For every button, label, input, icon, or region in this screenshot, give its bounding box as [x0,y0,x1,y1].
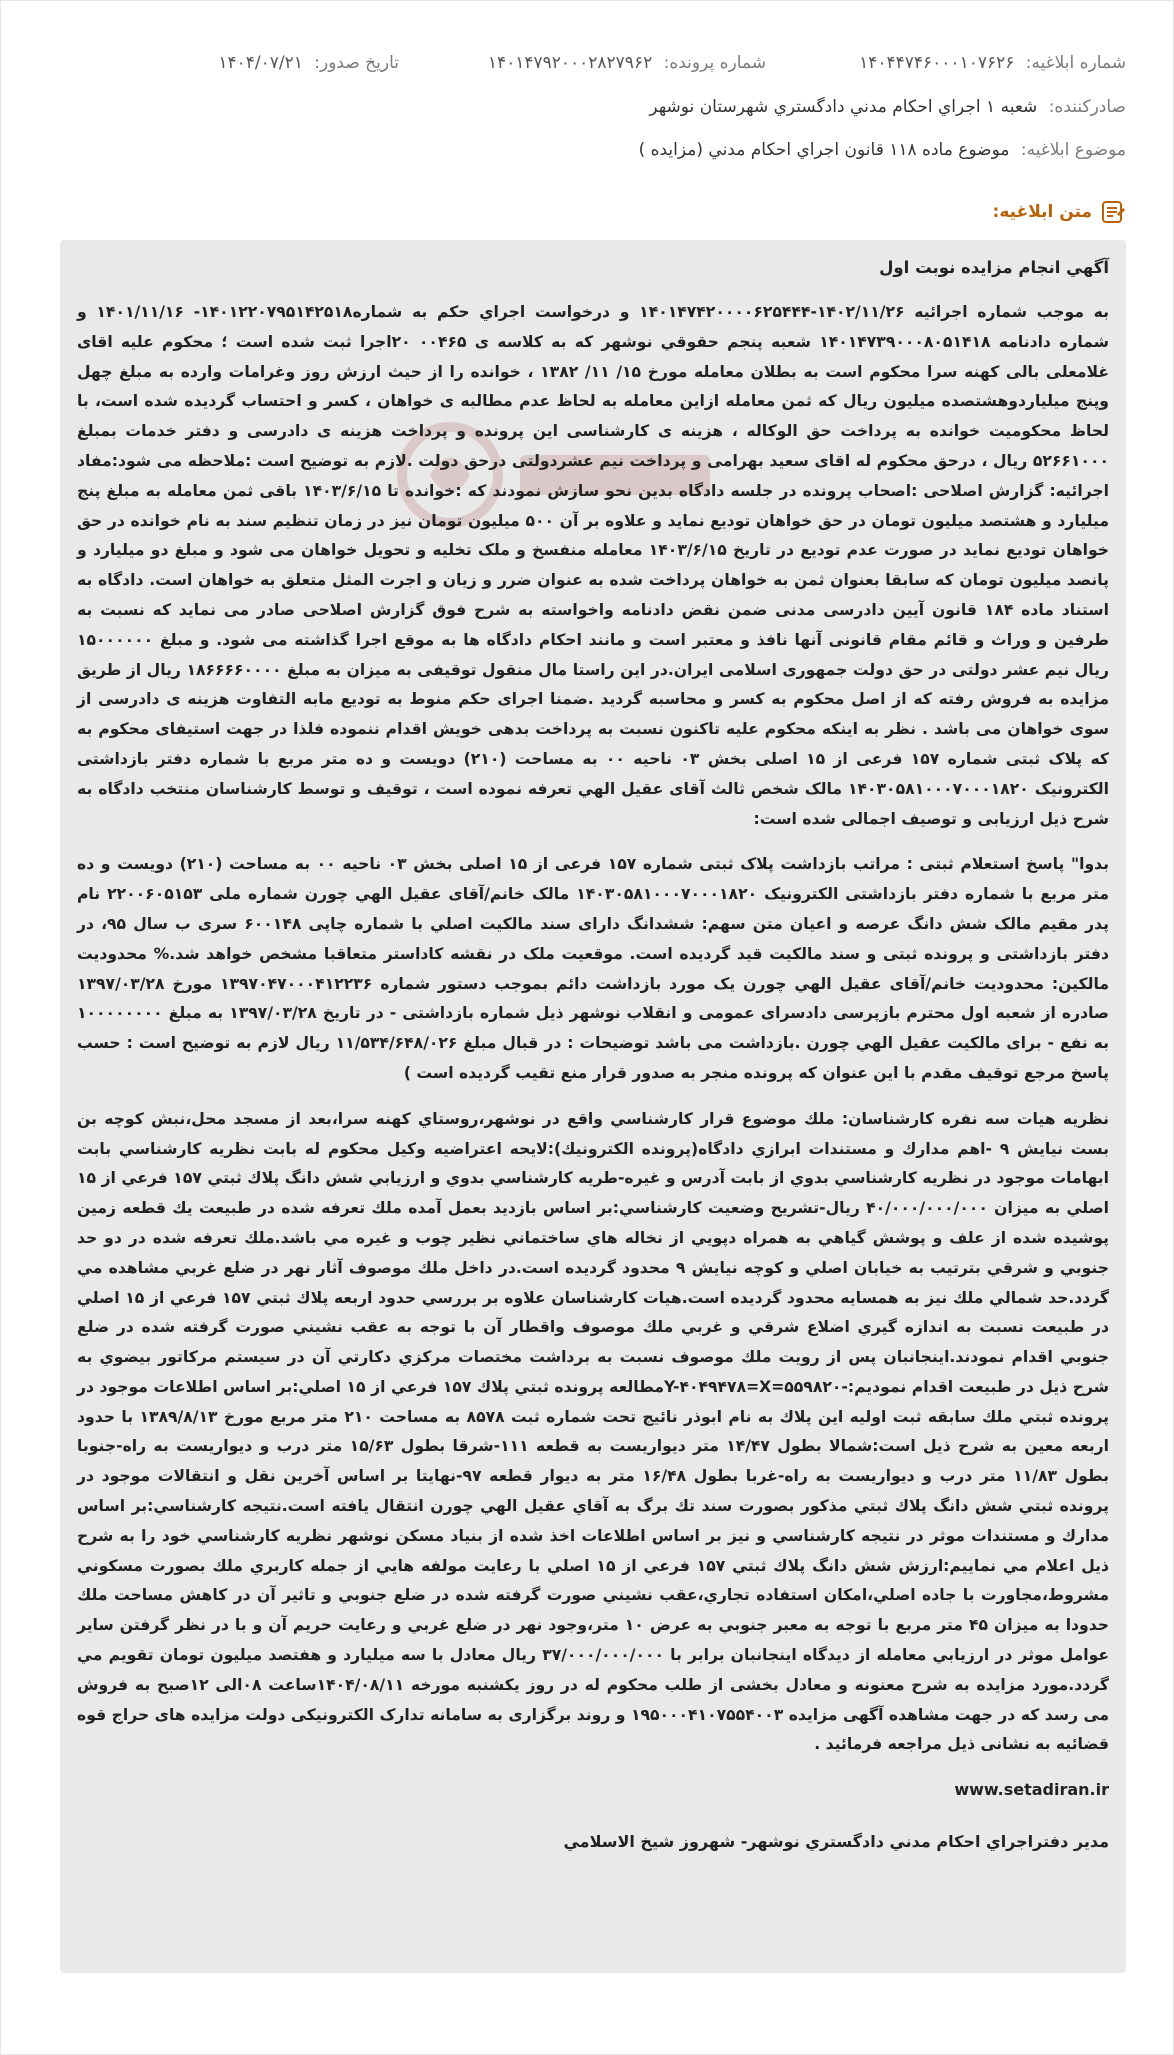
subject-row [639,140,1126,160]
issue-date-label: تاريخ صدور: [314,53,399,73]
case-number [488,53,766,73]
notice-content-box [60,240,1126,1973]
case-number-label: شماره پرونده: [663,53,766,73]
issue-date-value: ۱۴۰۴/۰۷/۲۱ [218,53,303,73]
subject-value: موضوع ماده ۱۱۸ قانون اجراي احکام مدني (مزايده ) [638,140,1010,160]
paragraph-execution-details: به موجب شماره اجرائيه ۱۴۰۲/۱۱/۲۶-۱۴۰۱۴۷۴۲۰۰۰۰۶۲۵۴۴۴ و درخواست اجراي حکم به شماره۱۴۰۱۲۲۰۷۹۵۱۴۲۵۱۸- ۱۴۰۱/۱۱/۱۶ و شماره دادنامه ۱۴۰۱۴۷۳۹۰۰۰۸۰۵۱۴۱۸ شعبه پنجم حقوقي نوشهر که به کلاسه ی ۰۰۴۶۵ ۲۰اجرا ثبت شده است ؛ محکوم علیه اقای غلامعلی بالی کهنه سرا محکوم است به بطلان معامله مورخ ۱۵/ ۱۱/ ۱۳۸۲ ، خوانده را از حیث ارزش روز وغرامات وارده به مبلغ چهل وپنج میلیاردوهشتصده میلیون ریال که ثمن معامله ازاین معامله به لحاظ عدم مطالبه ی خواهان ، کسر و احتساب گردیده شده است، با لحاظ محکومیت خوانده به پرداخت حق الوکاله ، هزینه ی کارشناسی این پرونده و پرداخت هزینه ی دادرسی و دفتر خدمات بمبلغ ۵۲۶۶۱۰۰۰ ریال ، درحق محکوم له اقای سعید بهرامی و پرداخت نیم عشردولتی درحق دولت .لازم به توضیح است :ملاحظه می شود:مفاد اجرائیه: گزارش اصلاحی :اصحاب پرونده در جلسه دادگاه بدین نحو سازش نمودند که :خوانده تا ۱۴۰۳/۶/۱۵ باقی ثمن معامله به مبلغ پنج میلیارد و هشتصد میلیون تومان در حق خواهان توديع نمايد و علاوه بر آن ۵۰۰ ميليون تومان نيز در زمان تنظيم سند به نام خوانده در حق خواهان توديع نمايد در صورت عدم توديع در تاريخ ۱۴۰۳/۶/۱۵ معامله منفسخ و ملک تخليه و تحويل خواهان می شود و مبلغ دو ميليارد و پانصد ميليون تومان که سابقا بعنوان ثمن به خواهان پرداخت شده به عنوان ضرر و زيان و اجرت المثل متعلق به خواهان است. دادگاه به استناد ماده ۱۸۴ قانون آيين دادرسی مدنی ضمن نقض دادنامه واخواسته به شرح فوق گزارش اصلاحی صادر می نمايد که نسبت به طرفين و وراث و قائم مقام قانونی آنها نافذ و معتبر است و مانند احکام دادگاه ها به موقع اجرا گذاشته می شود. و مبلغ ۱۵۰۰۰۰۰۰ ریال نیم عشر دولتی در حق دولت جمهوری اسلامی ایران.در این راستا مال منقول توقیفی به میزان به مبلغ ۱۸۶۶۶۶۰۰۰۰ ریال از طریق مزایده به فروش رفته که از اصل محکوم به کسر و محاسبه گردید .ضمنا اجرای حکم منوط به توديع مابه التفاوت هزينه ی دادرسی از سوی خواهان می باشد . نظر به اينکه محکوم عليه تاکنون نسبت به پرداخت بدهی خويش اقدام ننموده فلذا در جهت استيفای محکوم به که پلاک ثبتی شماره ۱۵۷ فرعی از ۱۵ اصلی بخش ۰۳ ناحيه ۰۰ به مساحت (۲۱۰) دويست و ده متر مربع با شماره دفتر بازداشتی الکترونيک ۱۴۰۳۰۵۸۱۰۰۰۷۰۰۰۱۸۲۰ مالک شخص ثالث آقای عقيل الهي تعرفه نموده است ، توقيف و توسط کارشناسان منتخب دادگاه به شرح ذيل ارزيابی و توصيف اجمالی شده است: [77,303,1110,828]
issuer-row [649,97,1126,117]
notice-number-label: شماره ابلاغيه: [1025,53,1126,73]
notice-meta-row [48,53,1126,83]
notice-number-value: ۱۴۰۴۴۷۴۶۰۰۰۱۰۷۶۲۶ [859,53,1015,73]
paragraph-registry-response: بدوا" پاسخ استعلام ثبتی : مراتب بازداشت پلاک ثبتی شماره ۱۵۷ فرعی از ۱۵ اصلی بخش ۰۳ ناحیه ۰۰ به مساحت (۲۱۰) دویست و ده متر مربع با شماره دفتر بازداشتی الکترونیک ۱۴۰۳۰۵۸۱۰۰۰۷۰۰۰۱۸۲۰ مالک خانم/آقای عقیل الهي چورن شماره ملی ۲۲۰۰۶۰۵۱۵۳ نام پدر مقیم مالک شش دانگ عرصه و اعیان متن سهم: ششدانگ دارای سند مالکیت اصلي با شماره چاپی ۶۰۰۱۴۸ سری ب سال ۹۵، در دفتر بازداشتی و پرونده ثبتی و سند مالکیت قید گردیده است. موقعیت ملک در نقشه کاداستر متعاقبا مشخص خواهد شد.% محدودیت مالکین: محدودیت خانم/آقای عقیل الهي چورن یک مورد بازداشت دائم بموجب دستور شماره ۱۳۹۷۰۴۷۰۰۰۴۱۲۲۳۶ مورخ ۱۳۹۷/۰۳/۲۸ صادره از شعبه اول محترم بازپرسی دادسرای عمومی و انقلاب نوشهر ذیل شماره بازداشتی - در تاریخ ۱۳۹۷/۰۳/۲۸ به مبلغ ۱۰۰۰۰۰۰۰۰ به نفع - برای مالکیت عقیل الهي چورن .بازداشت می باشد توضیحات : در قبال مبلغ ۱۱/۵۳۴/۶۴۸/۰۲۶ ریال لازم به توضیح است : حسب پاسخ مرجع توقیف مقدم با این عنوان که پرونده منجر به صدور قرار منع تقیب گردیده است ) [77,855,1110,1082]
issuer-value: شعبه ۱ اجراي احکام مدني دادگستري شهرستان نوشهر [649,97,1038,117]
notice-text-heading-label: متن ابلاغيه: [992,202,1092,222]
paragraph-expert-opinion: نظريه هيات سه نفره کارشناسان: ملك موضوع قرار كارشناسي واقع در نوشهر،روستاي كهنه سرا،بعد از مسجد محل،نبش كوچه بن بست نيايش ۹ -اهم مدارك و مستندات ابرازي دادگاه(پرونده الكترونيك):لايحه اعتراضيه وكيل محكوم له بابت نظريه كارشناسي بابت ابهامات موجود در نظريه كارشناسي بدوي از بابت آدرس و غيره-طريه كارشناسي بدوي و ارزيابي شش دانگ پلاك ثبتي ۱۵۷ فرعي از ۱۵ اصلي به ميزان ۴۰/۰۰۰/۰۰۰/۰۰۰ ريال-تشريح وضعيت كارشناسي:بر اساس بازديد بعمل آمده ملك تعرفه شده در طبيعت يك قطعه زمين پوشيده شده از علف و پوشش گياهي به همراه دپويي از نخاله هاي ساختماني نظير چوب و غيره مي باشد.ملك تعرفه شده در دو حد جنوبي و شرقي بترتيب به خيابان اصلي و كوچه نيايش ۹ محدود گرديده است.در داخل ملك موصوف آثار نهر در ضلع غربي مشاهده مي گردد.حد شمالي ملك نيز به همسايه محدود گرديده است.هيات كارشناسان علاوه بر بررسي حدود اربعه پلاك ثبتي ۱۵۷ فرعي از ۱۵ اصلي در طبيعت نسبت به اندازه گيري اضلاع شرقي و غربي ملك موصوف واقطار آن با توجه به عقب نشيني صورت گرفته شده در ضلع جنوبي اقدام نمودند.اينجانبان پس از رويت ملك موصوف نسبت به برداشت مختصات مركزي دكارتي آن در سيستم مركاتور بيضوي به شرح ذيل در طبيعت اقدام نموديم:-۵۵۹۸۲۰=Y-۴۰۴۹۴۷۸=Xمطالعه پرونده ثبتي پلاك ۱۵۷ فرعي از ۱۵ اصلي:بر اساس اطلاعات موجود در پرونده ثبتي ملك سابقه ثبت اوليه اين پلاك به نام ابوذر نائيج تحت شماره ثبت ۸۵۷۸ به مساحت ۲۱۰ متر مربع مورخ ۱۳۸۹/۸/۱۳ با حدود اربعه معين به شرح ذيل است:شمالا بطول ۱۴/۴۷ متر ديواريست به قطعه ۱۱۱-شرقا بطول ۱۵/۶۳ متر درب و ديواريست به راه-جنوبا بطول ۱۱/۸۳ متر درب و ديواريست به راه-غربا بطول ۱۶/۴۸ متر به ديوار قطعه ۹۷-نهايتا بر اساس آخرين نقل و انتقالات موجود در پرونده ثبتي شش دانگ پلاك ثبتي مذكور بصورت سند تك برگ به آقاي عقيل الهي چورن انتقال يافته است.نتيجه كارشناسي:بر اساس مدارك و مستندات موثر در نتيجه كارشناسي و نيز بر اساس اطلاعات اخذ شده از بنياد مسكن نوشهر نظريه كارشناسي خود را به شرح ذيل اعلام مي نماييم:ارزش شش دانگ پلاك ثبتي ۱۵۷ فرعي از ۱۵ اصلي با رعايت مولفه هايي از جمله كاربري ملك بصورت مسكوني مشروط،مجاورت با جاده اصلي،امكان استفاده تجاري،عقب نشيني صورت گرفته شده در ضلع جنوبي و تاثير آن در كاهش مساحت ملك حدودا به ميزان ۴۵ متر مربع با توجه به معبر جنوبي به عرض ۱۰ متر،وجود نهر در ضلع غربي و رعايت حريم آن و با در نظر گرفتن ساير عوامل موثر در ارزيابي معامله از ديدگاه اينجانبان برابر با ۳۷/۰۰۰/۰۰۰/۰۰۰ ريال معادل با سه ميليارد و هفتصد ميليون تومان تقويم مي گردد.مورد مزايده به شرح معنونه و معادل بخشى از طلب محكوم له در روز يكشنبه مورخه ۱۴۰۴/۰۸/۱۱ساعت ۰۸الی ۱۲صبح به فروش می رسد که در جهت مشاهده آگهی مزايده ۱۹۵۰۰۰۴۱۰۷۵۵۴۰۰۳ و روند برگزاری به سامانه تدارک الکترونيکی دولت مزايده های حراج قوه قضائيه به نشانی ذيل مراجعه فرمائيد . [77,1109,1110,1754]
signature-line: مدير دفتراجراي احکام مدني دادگستري نوشهر- شهروز شيخ الاسلامي [563,1832,1109,1852]
document-title: آگهي انجام مزايده نوبت اول [879,258,1109,277]
case-number-value: ۱۴۰۱۴۷۹۲۰۰۰۲۸۲۷۹۶۲ [487,53,653,73]
document-icon [1100,200,1126,224]
subject-label: موضوع ابلاغيه: [1020,140,1126,160]
auction-website-link[interactable]: www.setadiran.ir [954,1780,1109,1800]
issuer-label: صادرکننده: [1048,97,1126,117]
notice-number [859,53,1126,73]
notice-text-heading [993,200,1126,224]
issue-date [218,53,399,73]
